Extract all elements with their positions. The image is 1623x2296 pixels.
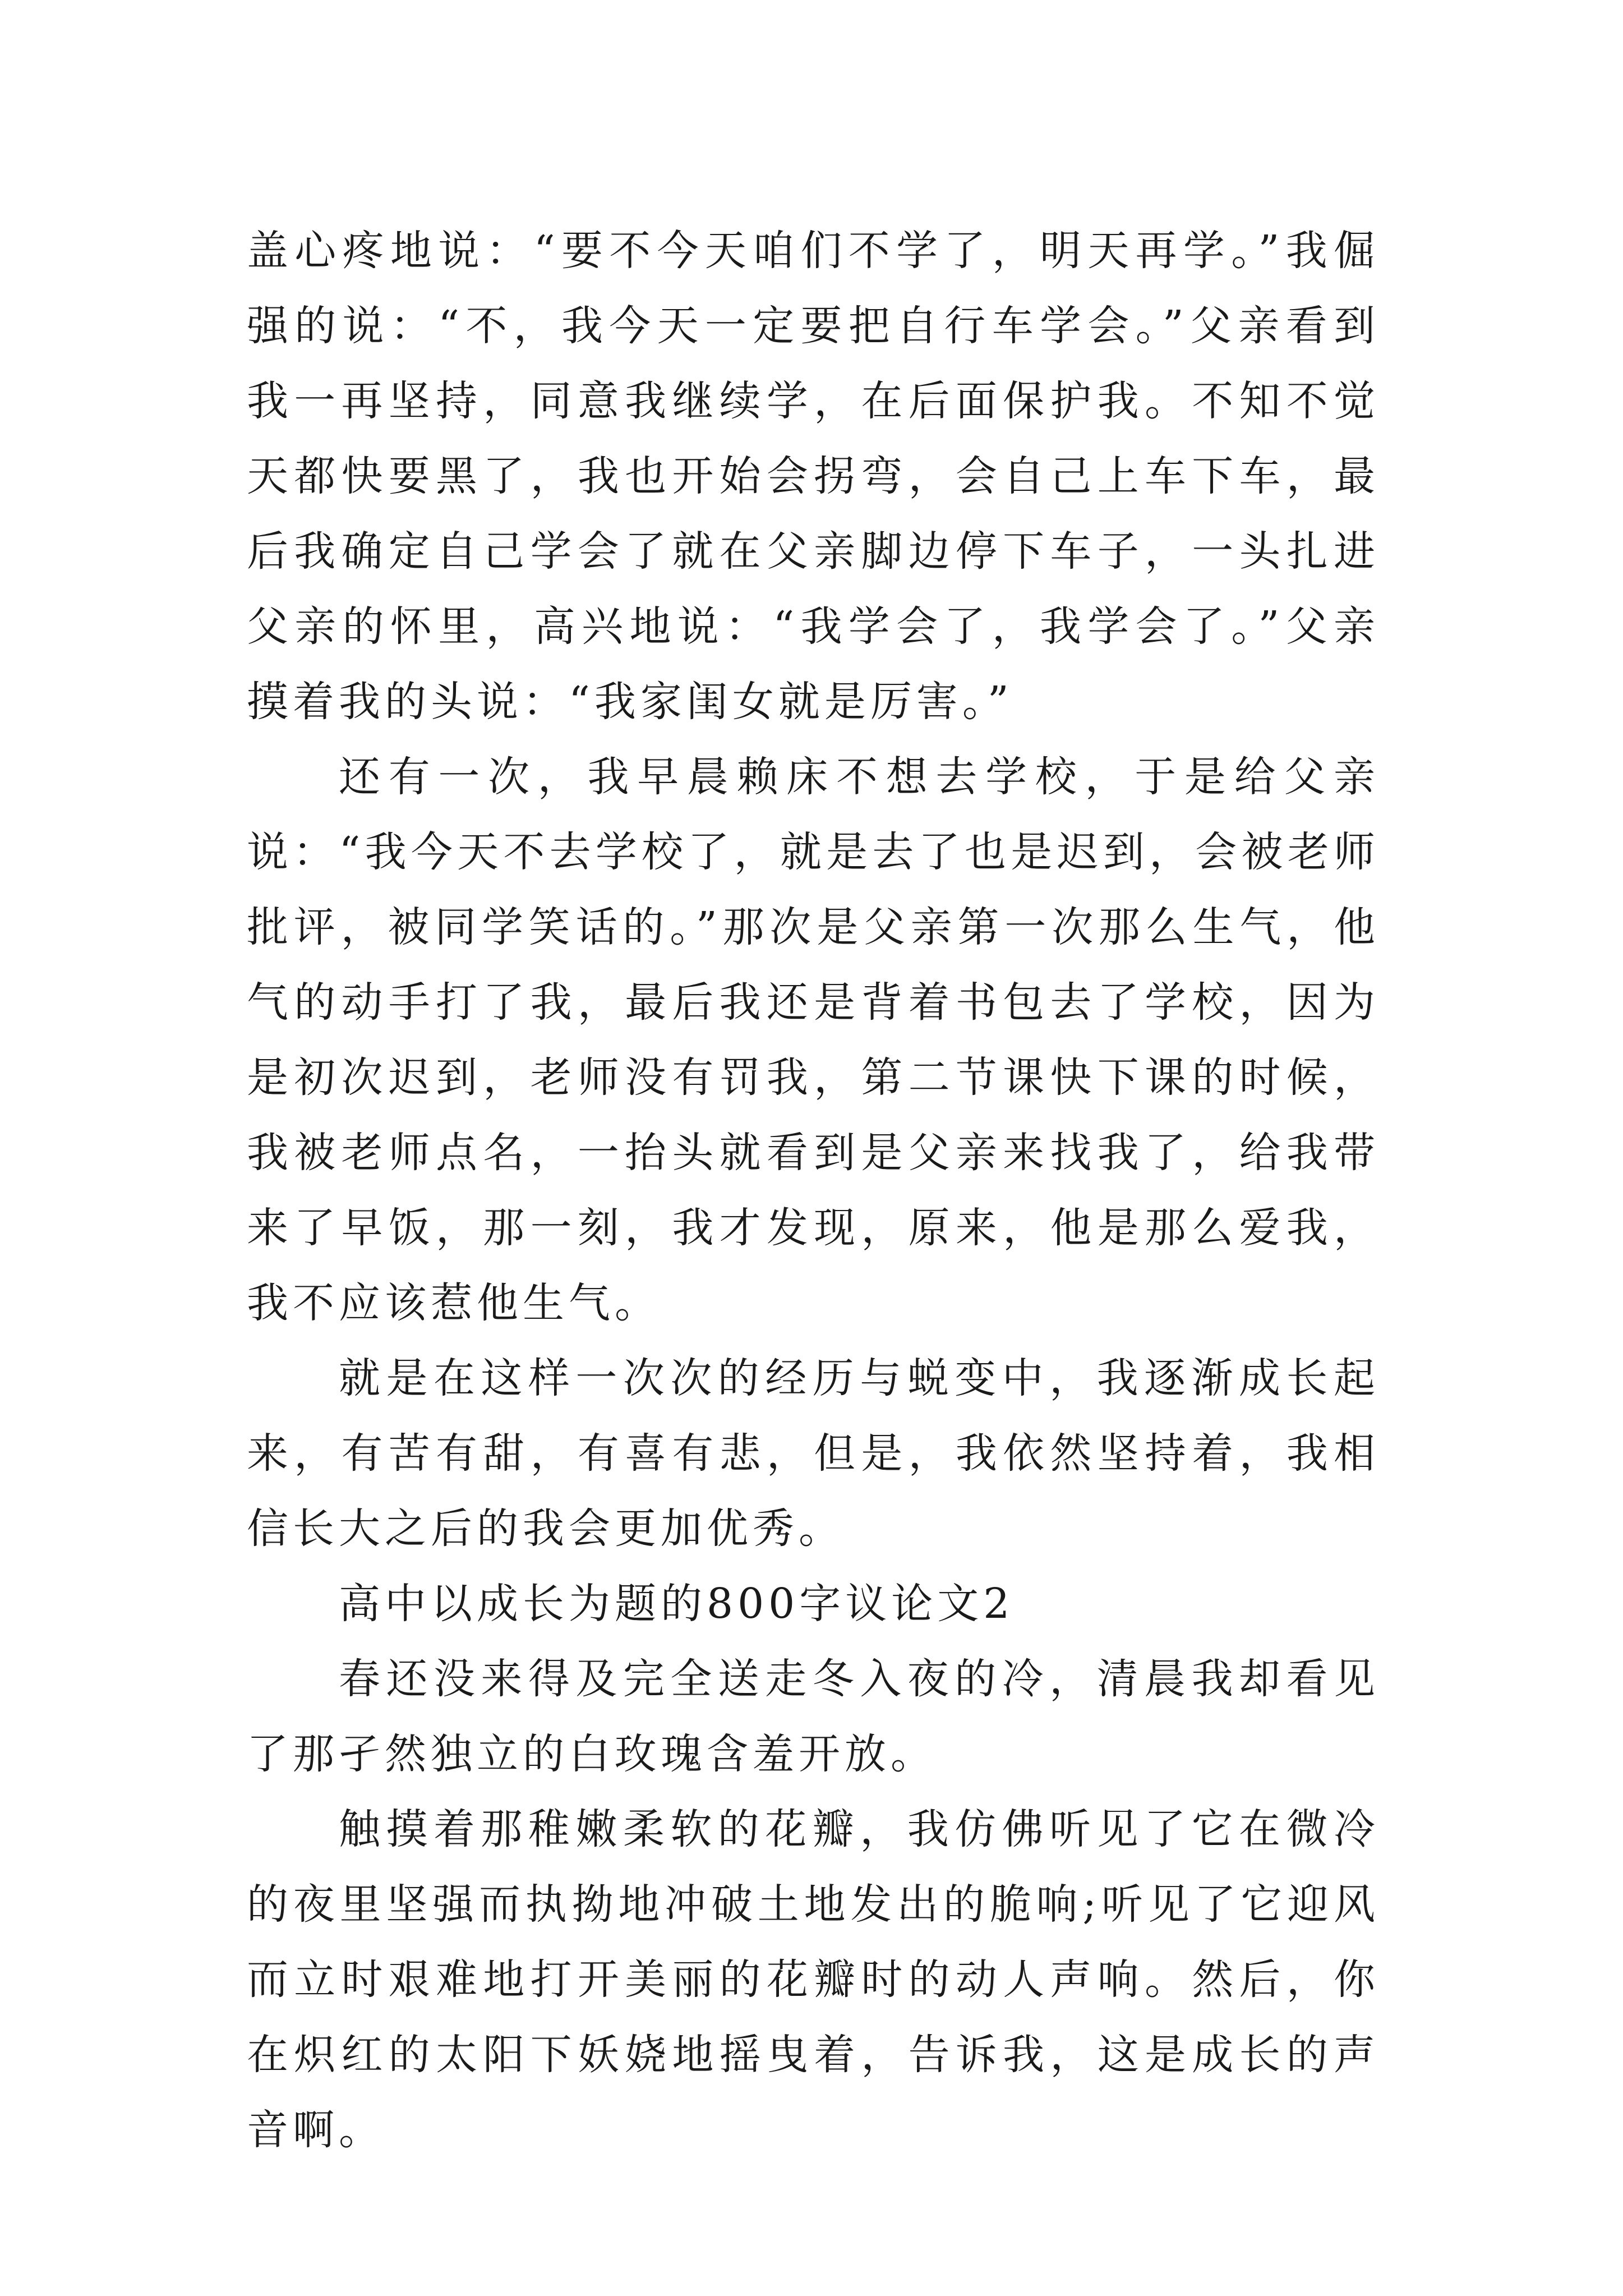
paragraph-continuation: 盖心疼地说：“要不今天咱们不学了，明天再学。”我倔强的说：“不，我今天一定要把自行车学会。”父亲看到我一再坚持，同意我继续学，在后面保护我。不知不觉天都快要黑了，我也开始会拐弯，会自己上车下车，最后我确定自己学会了就在父亲脚边停下车子，一头扎进父亲的怀里，高兴地说：“我学会了，我学会了。”父亲摸着我的头说：“我家闺女就是厉害。” xyxy=(247,227,1380,726)
essay-title: 高中以成长为题的800字议论文2 xyxy=(339,1580,1015,1628)
paragraph-late-for-school: 还有一次，我早晨赖床不想去学校，于是给父亲说：“我今天不去学校了，就是去了也是迟到，会被老师批评，被同学笑话的。”那次是父亲第一次那么生气，他气的动手打了我，最后我还是背着书包去了学校，因为是初次迟到，老师没有罚我，第二节课快下课的时候，我被老师点名，一抬头就看到是父亲来找我了，给我带来了早饭，那一刻，我才发现，原来，他是那么爱我，我不应该惹他生气。 xyxy=(247,753,1380,1327)
paragraph-conclusion: 就是在这样一次次的经历与蜕变中，我逐渐成长起来，有苦有甜，有喜有悲，但是，我依然坚持着，我相信长大之后的我会更加优秀。 xyxy=(247,1354,1380,1553)
paragraph-spring: 春还没来得及完全送走冬入夜的冷，清晨我却看见了那孑然独立的白玫瑰含羞开放。 xyxy=(247,1655,1380,1778)
paragraph-petals: 触摸着那稚嫩柔软的花瓣，我仿佛听见了它在微冷的夜里坚强而执拗地冲破土地发出的脆响;听见了它迎风而立时艰难地打开美丽的花瓣时的动人声响。然后，你在炽红的太阳下妖娆地摇曳着，告诉我，这是成长的声音啊。 xyxy=(247,1805,1380,2154)
document-body xyxy=(247,213,1380,2168)
